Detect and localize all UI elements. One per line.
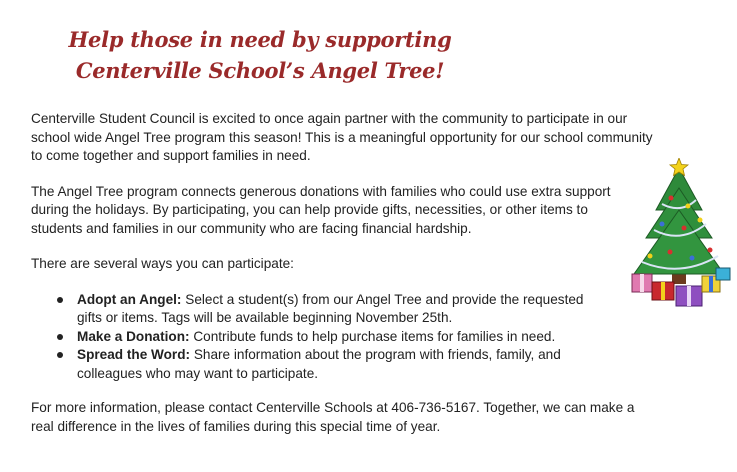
way-text: Contribute funds to help purchase items for families in need. bbox=[193, 328, 556, 344]
flyer-body bbox=[31, 110, 671, 453]
way-title: Spread the Word: bbox=[77, 347, 191, 362]
list-item bbox=[31, 346, 606, 383]
contact-paragraph: For more information, please contact Centerville Schools at 406-736-5167. Together, we can make a real difference in the lives of families during this special time of year. bbox=[31, 400, 635, 434]
way-title: Make a Donation: bbox=[77, 328, 190, 344]
program-paragraph: The Angel Tree program connects generous donations with families who could use extra support during the holidays. By participating, you can help provide gifts, necessities, or other items to students and families in our community who are facing financial hardship. bbox=[31, 183, 611, 236]
christmas-tree-icon bbox=[626, 158, 732, 310]
intro-paragraph: Centerville Student Council is excited to once again partner with the community to participate in our school wide Angel Tree program this season! This is a meaningful opportunity for our school community to come together and support families in need. bbox=[31, 111, 653, 163]
way-text: Select a student(s) from our Angel Tree and provide the requested gifts or items. Tags will be available beginning November 25th. bbox=[77, 291, 584, 325]
flyer-heading bbox=[60, 24, 460, 86]
ways-intro: There are several ways you can participate: bbox=[31, 256, 294, 271]
way-text: Share information about the program with friends, family, and colleagues who may want to participate. bbox=[77, 347, 561, 381]
heading-line-1: Help those in need by supporting bbox=[68, 27, 452, 52]
way-title: Adopt an Angel: bbox=[77, 291, 182, 307]
heading-line-2: Centerville School’s Angel Tree! bbox=[75, 58, 445, 83]
list-item bbox=[31, 328, 606, 347]
ways-list bbox=[31, 291, 606, 384]
list-item bbox=[31, 291, 606, 328]
